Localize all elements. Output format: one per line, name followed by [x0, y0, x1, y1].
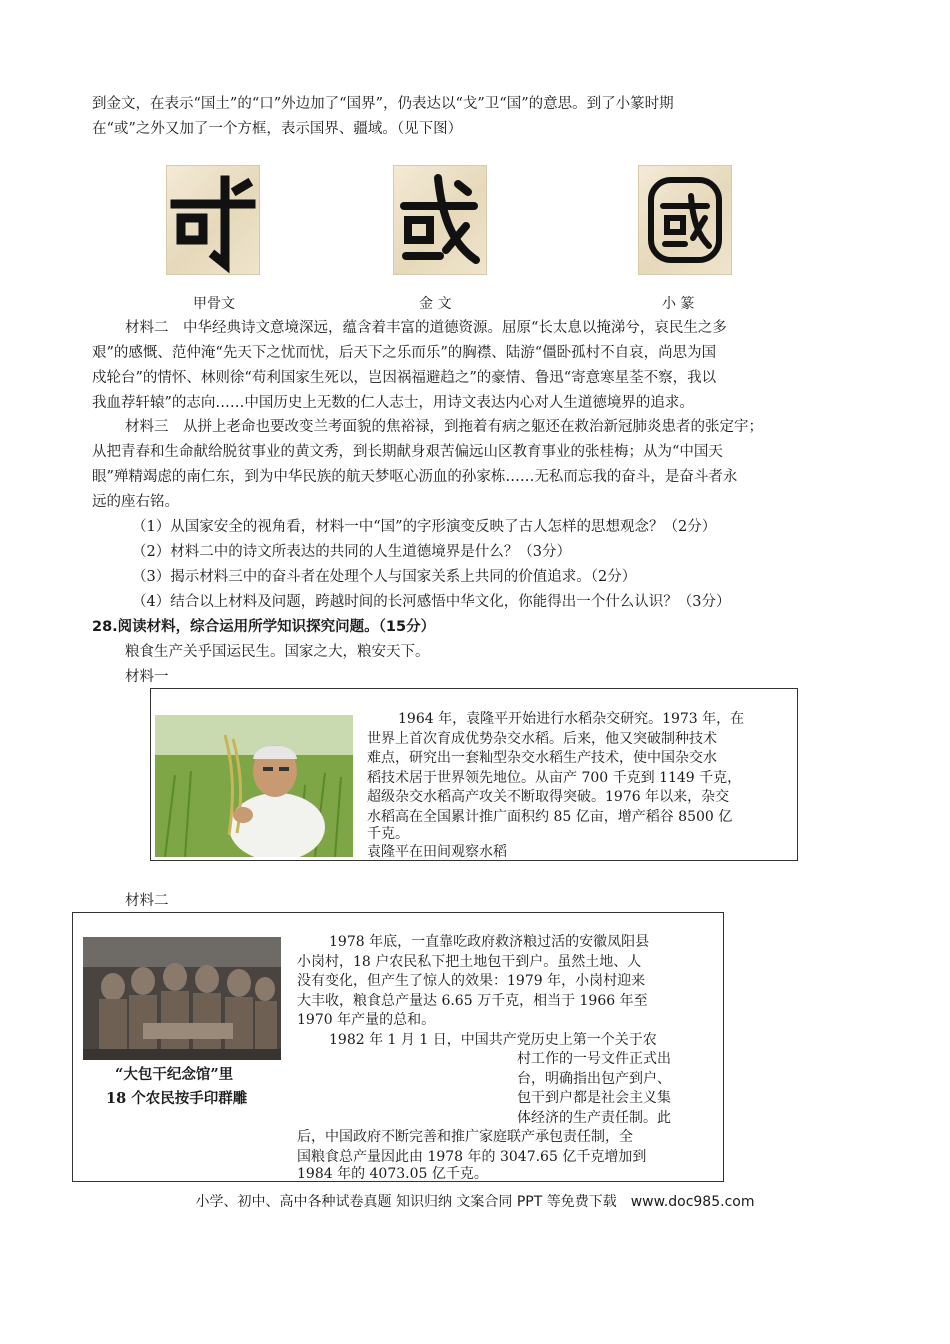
glyph-label-seal: 小 篆	[662, 296, 695, 312]
material2b-text-4: 大丰收，粮食总产量达 6.65 万千克，相当于 1966 年至	[297, 992, 648, 1009]
material2b-side-1: 村工作的一号文件正式出	[517, 1051, 671, 1067]
material3-line-4: 远的座右铭。	[92, 494, 179, 510]
question-2: （2）材料二中的诗文所表达的共同的人生道德境界是什么？（3分）	[132, 544, 571, 560]
q28-lead: 粮食生产关乎国运民生。国家之大，粮安天下。	[125, 644, 430, 660]
question-1: （1）从国家安全的视角看，材料一中“国”的字形演变反映了古人怎样的思想观念？（2分）	[132, 519, 717, 535]
material1-label: 材料一	[125, 669, 169, 685]
material1-box	[150, 688, 798, 861]
material3-line-1: 材料三 从拼上老命也要改变兰考面貌的焦裕禄，到拖着有病之躯还在救治新冠肺炎患者的张定宇；	[125, 419, 763, 435]
material1-text-4: 稻技术居于世界领先地位。从亩产 700 千克到 1149 千克，	[367, 769, 742, 786]
material2b-text-6: 1982 年 1 月 1 日，中国共产党历史上第一个关于农	[329, 1031, 657, 1048]
material1-text-3: 难点，研究出一套籼型杂交水稻生产技术，使中国杂交水	[367, 750, 717, 766]
q28-heading: 28.阅读材料，综合运用所学知识探究问题。（15分）	[92, 619, 436, 635]
material1-text-2: 世界上首次育成优势杂交水稻。后来，他又突破制种技术	[367, 730, 717, 747]
sculpture-caption-1: “大包干纪念馆”里	[115, 1066, 234, 1083]
material2b-side-4: 体经济的生产责任制。此	[517, 1109, 671, 1126]
material3-line-3: 眼”殚精竭虑的南仁东，到为中华民族的航天梦呕心沥血的孙家栋……无私而忘我的奋斗，是奋斗者永	[92, 469, 738, 485]
material2b-bottom-2: 国粮食总产量因此由 1978 年的 3047.65 亿千克增加到	[297, 1148, 647, 1165]
material2b-box	[72, 912, 724, 1182]
material2-line-1: 材料二 中华经典诗文意境深远，蕴含着丰富的道德资源。屈原“长太息以掩涕兮，哀民生之多	[125, 320, 727, 336]
intro-line-2: 在“或”之外又加了一个方框，表示国界、疆域。（见下图）	[92, 121, 463, 137]
material2b-text-3: 没有变化，但产生了惊人的效果：1979 年，小岗村迎来	[297, 973, 646, 989]
material1-text-1: 1964 年，袁隆平开始进行水稻杂交研究。1973 年，在	[398, 711, 745, 727]
sculpture-caption-2: 18 个农民按手印群雕	[106, 1090, 248, 1107]
material2b-bottom-1: 后，中国政府不断完善和推广家庭联产承包责任制，全	[297, 1129, 633, 1145]
material3-line-2: 从把青春和生命献给脱贫事业的黄文秀，到长期献身艰苦偏远山区教育事业的张桂梅；从为“中国天	[92, 444, 723, 460]
material2b-text-5: 1970 年产量的总和。	[297, 1012, 436, 1028]
material2-line-2: 艰”的感慨、范仲淹“先天下之忧而忧，后天下之乐而乐”的胸襟、陆游“僵卧孤村不自哀，尚思为国	[92, 345, 717, 361]
glyph-label-oracle: 甲骨文	[193, 296, 235, 312]
material2b-side-2: 台，明确指出包产到户、	[517, 1070, 671, 1087]
material1-text-5: 超级杂交水稻高产攻关不断取得突破。1976 年以来，杂交	[367, 789, 730, 805]
footer: 小学、初中、高中各种试卷真题 知识归纳 文案合同 PPT 等免费下载 www.doc985.com	[195, 1194, 755, 1210]
sculpture-photo	[83, 937, 281, 1060]
material1-caption: 袁隆平在田间观察水稻	[367, 844, 507, 860]
material2-line-3: 戍轮台”的情怀、林则徐“苟利国家生死以，岂因祸福避趋之”的豪情、鲁迅“寄意寒星荃不察，我以	[92, 370, 717, 386]
bronze-guo-icon	[393, 165, 487, 275]
material2-line-4: 我血荐轩辕”的志向……中国历史上无数的仁人志士，用诗文表达内心对人生道德境界的追求。	[92, 395, 694, 411]
material2b-text-2: 小岗村，18 户农民私下把土地包干到户。虽然土地、人	[297, 953, 642, 970]
yuan-longping-photo	[155, 715, 353, 857]
intro-line-1: 到金文，在表示“国土”的“口”外边加了“国界”，仍表达以“戈”卫“国”的意思。到了小篆时期	[92, 96, 674, 112]
question-4: （4）结合以上材料及问题，跨越时间的长河感悟中华文化，你能得出一个什么认识？（3分）	[132, 594, 731, 610]
material1-text-6: 水稻高在全国累计推广面积约 85 亿亩，增产稻谷 8500 亿	[367, 808, 733, 825]
question-3: （3）揭示材料三中的奋斗者在处理个人与国家关系上共同的价值追求。（2分）	[132, 569, 637, 585]
material1-text-7: 千克。	[367, 826, 409, 842]
seal-guo-icon	[638, 165, 732, 275]
material2b-bottom-3: 1984 年的 4073.05 亿千克。	[297, 1166, 488, 1182]
material2b-label: 材料二	[125, 893, 169, 909]
oracle-bone-guo-icon	[166, 165, 260, 275]
material2b-text-1: 1978 年底，一直靠吃政府救济粮过活的安徽凤阳县	[329, 934, 650, 950]
glyph-label-bronze: 金 文	[419, 296, 452, 312]
material2b-side-3: 包干到户都是社会主义集	[517, 1090, 671, 1106]
